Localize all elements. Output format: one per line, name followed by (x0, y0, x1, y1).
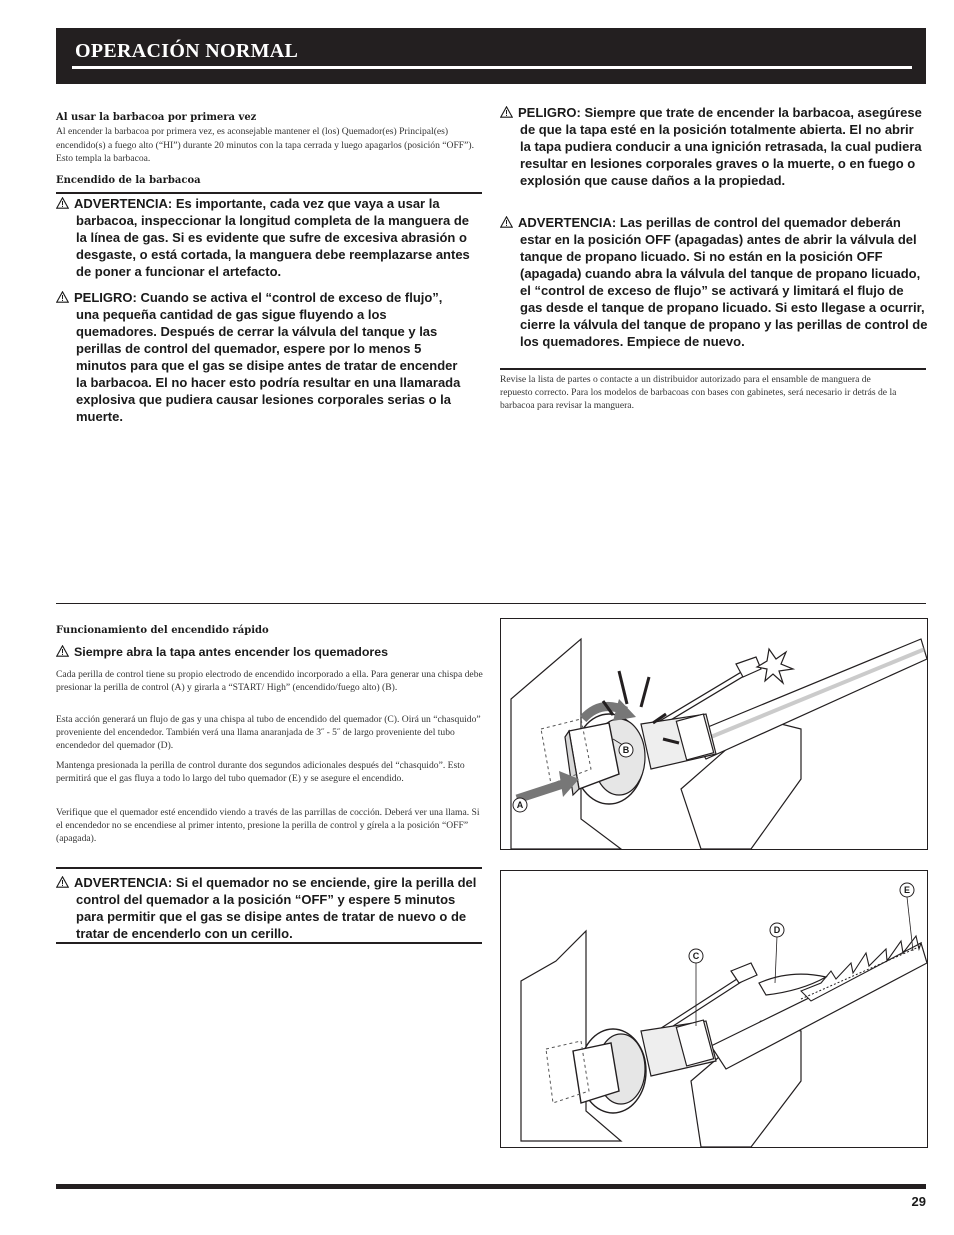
replacement-hose-note: Revise la lista de partes o contacte a un distribuidor autorizado para el ensamble de manguera de repuesto correcto. Para los modelos de barbacoas con bases con gabinetes, será necesario ir detrás de la barbacoa para revisar la manguera. (500, 374, 897, 411)
quick-ignition-p4: Verifique que el quemador esté encendido viendo a través de las parrillas de cocción. Deberá ver una llama. Si el encendedor no se encendiese al primer intento, presione la perilla de control y gírela a la posición “OFF” (apagada). (56, 807, 480, 844)
callout-label-e: E (903, 885, 910, 895)
warning-triangle-icon (56, 645, 69, 657)
section-rule (500, 368, 926, 370)
page-number: 29 (911, 1194, 926, 1209)
danger-open-lid (500, 104, 928, 189)
header-underline (72, 66, 912, 69)
burner-flame-figure (500, 870, 928, 1148)
quick-ignition-p2: Esta acción generará un flujo de gas y una chispa al tubo de encendido del quemador (C). Oirá un “chasquido” proveniente del encendedor. También verá una llama anaranjada de 3˝ - 5˝ de largo proveniente del tubo encendedor del quemador (D). (56, 714, 481, 751)
caution-open-lid (56, 644, 484, 661)
callout-label-a: A (516, 800, 524, 810)
warning-triangle-icon (56, 291, 69, 303)
section-divider (56, 603, 926, 604)
lighting-heading: Encendido de la barbacoa (56, 175, 201, 186)
danger-excess-flow-text: PELIGRO: Cuando se activa el “control de exceso de flujo”, una pequeña cantidad de gas sigue fluyendo a los quemadores. Después de cerrar la válvula del tanque y las perillas de control del quemador, espere por lo menos 5 minutos para que el gas se disipe antes de tratar de encender la barbacoa. El no hacer esto podría resultar en una llamarada explosiva que pudiera causar lesiones corporales serias o la muerte. (74, 290, 461, 424)
warning-burner-not-lit-text: ADVERTENCIA: Si el quemador no se enciende, gire la perilla del control del quemador a la posición “OFF” y espere 5 minutos para permitir que el gas se disipe antes de tratar de nuevo o de tratar de encenderlo con un cerillo. (74, 875, 477, 941)
callout-label-b: B (622, 745, 630, 755)
page-title: OPERACIÓN NORMAL (75, 40, 299, 62)
quick-ignition-p3: Mantenga presionada la perilla de control durante dos segundos adicionales después del “chasquido”. Esto permitirá que el gas fluya a todo lo largo del tubo quemador (E) y se asegure el encendido. (56, 760, 465, 784)
warning-hose-text: ADVERTENCIA: Es importante, cada vez que vaya a usar la barbacoa, inspeccionar la longitud completa de la manguera de la línea de gas. Si es evidente que sufre de excesiva abrasión o desgaste, o está cortada, la manguera debe reemplazarse antes de poner a funcionar el artefacto. (74, 196, 470, 279)
burner-flame-illustration (501, 871, 927, 1147)
warning-hose-inspection (56, 195, 482, 280)
section-rule (56, 942, 482, 944)
caution-open-lid-text: Siempre abra la tapa antes encender los quemadores (74, 645, 389, 659)
warning-triangle-icon (56, 876, 69, 888)
first-use-body: Al encender la barbacoa por primera vez, es aconsejable mantener el (los) Quemador(es) Principal(es) encendido(s) a fuego alto (“HI”) durante 20 minutos con la tapa cerrada y luego apagarlos (posición “OFF”). Esto templa la barbacoa. (56, 126, 474, 164)
warning-burner-not-lit (56, 874, 486, 942)
ignition-knob-illustration (501, 619, 927, 849)
danger-open-lid-text: PELIGRO: Siempre que trate de encender la barbacoa, asegúrese de que la tapa esté en la posición totalmente abierta. El no abrir la tapa pudiera conducir a una ignición retrasada, la cual pudiera resultar en lesiones corporales graves o la muerte, o en fuego o explosión que cause daños a la propiedad. (518, 105, 922, 188)
warning-triangle-icon (500, 106, 513, 118)
section-rule (56, 192, 482, 194)
ignition-knob-figure (500, 618, 928, 850)
first-use-heading: Al usar la barbacoa por primera vez (56, 112, 257, 123)
warning-triangle-icon (500, 216, 513, 228)
danger-excess-flow (56, 289, 466, 425)
warning-triangle-icon (56, 197, 69, 209)
quick-ignition-heading: Funcionamiento del encendido rápido (56, 625, 269, 636)
section-rule (56, 867, 482, 869)
warning-knobs-off (500, 214, 928, 350)
callout-label-d: D (773, 925, 781, 935)
quick-ignition-p1: Cada perilla de control tiene su propio electrodo de encendido incorporado a ella. Para generar una chispa debe presionar la perilla de control (A) y girarla a “START/ High” (encendido/fuego alto) (B). (56, 669, 483, 693)
footer-bar (56, 1184, 926, 1189)
callout-label-c: C (692, 951, 700, 961)
warning-knobs-off-text: ADVERTENCIA: Las perillas de control del quemador deberán estar en la posición OFF (apagadas) antes de abrir la válvula del tanque de propano licuado. Si no están en la posición OFF (apagada) cuando abra la válvula del tanque de propano licuado, el “control de exceso de flujo” se activará y limitará el flujo de gas desde el tanque de propano licuado. Si esto llegase a ocurrir, cierre la válvula del tanque de propano y las perillas de control de los quemadores. Empiece de nuevo. (518, 215, 928, 349)
